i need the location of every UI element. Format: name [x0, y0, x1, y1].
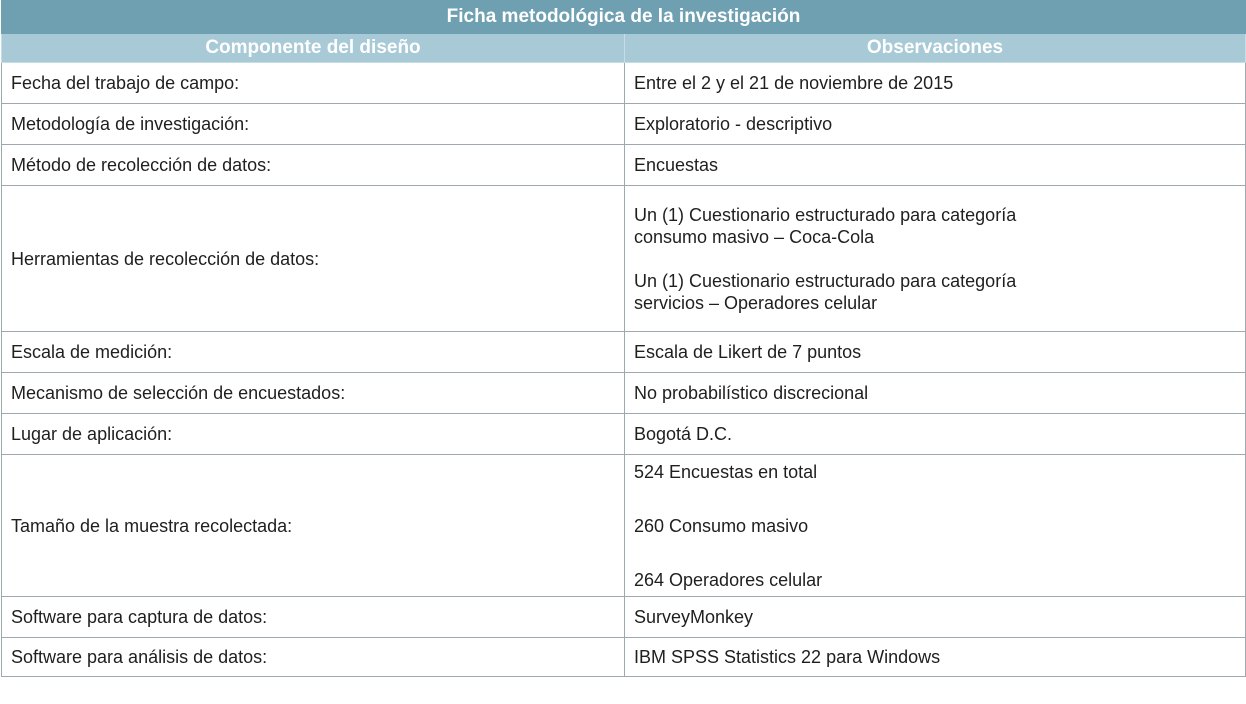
observation-cell: IBM SPSS Statistics 22 para Windows — [625, 638, 1246, 677]
methodology-table — [1, 0, 1246, 677]
observation-cell: Encuestas — [625, 145, 1246, 186]
paragraph-gap — [634, 248, 1236, 270]
observation-cell: SurveyMonkey — [625, 597, 1246, 638]
table-title: Ficha metodológica de la investigación — [2, 1, 1246, 34]
table-row — [2, 63, 1246, 104]
observation-line: Un (1) Cuestionario estructurado para categoría — [634, 270, 1017, 291]
observation-cell: Escala de Likert de 7 puntos — [625, 332, 1246, 373]
component-cell: Software para análisis de datos: — [2, 638, 625, 677]
table-row — [2, 373, 1246, 414]
component-cell: Metodología de investigación: — [2, 104, 625, 145]
observation-cell: Bogotá D.C. — [625, 414, 1246, 455]
component-cell: Escala de medición: — [2, 332, 625, 373]
column-header-component: Componente del diseño — [2, 34, 625, 63]
table-row — [2, 145, 1246, 186]
paragraph-gap — [634, 483, 1236, 515]
observation-cell: Entre el 2 y el 21 de noviembre de 2015 — [625, 63, 1246, 104]
table-row — [2, 597, 1246, 638]
column-header-observations: Observaciones — [625, 34, 1246, 63]
component-cell: Fecha del trabajo de campo: — [2, 63, 625, 104]
component-cell: Lugar de aplicación: — [2, 414, 625, 455]
component-cell: Mecanismo de selección de encuestados: — [2, 373, 625, 414]
observation-line: servicios – Operadores celular — [634, 292, 878, 313]
observation-cell: Exploratorio - descriptivo — [625, 104, 1246, 145]
table-row — [2, 332, 1246, 373]
methodology-sheet — [1, 0, 1245, 677]
observation-line: 524 Encuestas en total — [634, 461, 818, 482]
observation-line: Un (1) Cuestionario estructurado para categoría — [634, 204, 1017, 225]
observation-line: consumo masivo – Coca-Cola — [634, 226, 875, 247]
table-row — [2, 638, 1246, 677]
component-cell: Herramientas de recolección de datos: — [2, 186, 625, 332]
table-title-row — [2, 1, 1246, 34]
observation-line: 260 Consumo masivo — [634, 515, 809, 536]
table-row — [2, 186, 1246, 332]
paragraph-gap — [634, 537, 1236, 569]
observation-line: 264 Operadores celular — [634, 569, 823, 590]
component-cell: Método de recolección de datos: — [2, 145, 625, 186]
table-header-row — [2, 34, 1246, 63]
table-row — [2, 104, 1246, 145]
component-cell: Tamaño de la muestra recolectada: — [2, 455, 625, 597]
table-row — [2, 414, 1246, 455]
table-row — [2, 455, 1246, 597]
component-cell: Software para captura de datos: — [2, 597, 625, 638]
observation-cell — [625, 186, 1246, 332]
observation-cell: No probabilístico discrecional — [625, 373, 1246, 414]
observation-cell — [625, 455, 1246, 597]
